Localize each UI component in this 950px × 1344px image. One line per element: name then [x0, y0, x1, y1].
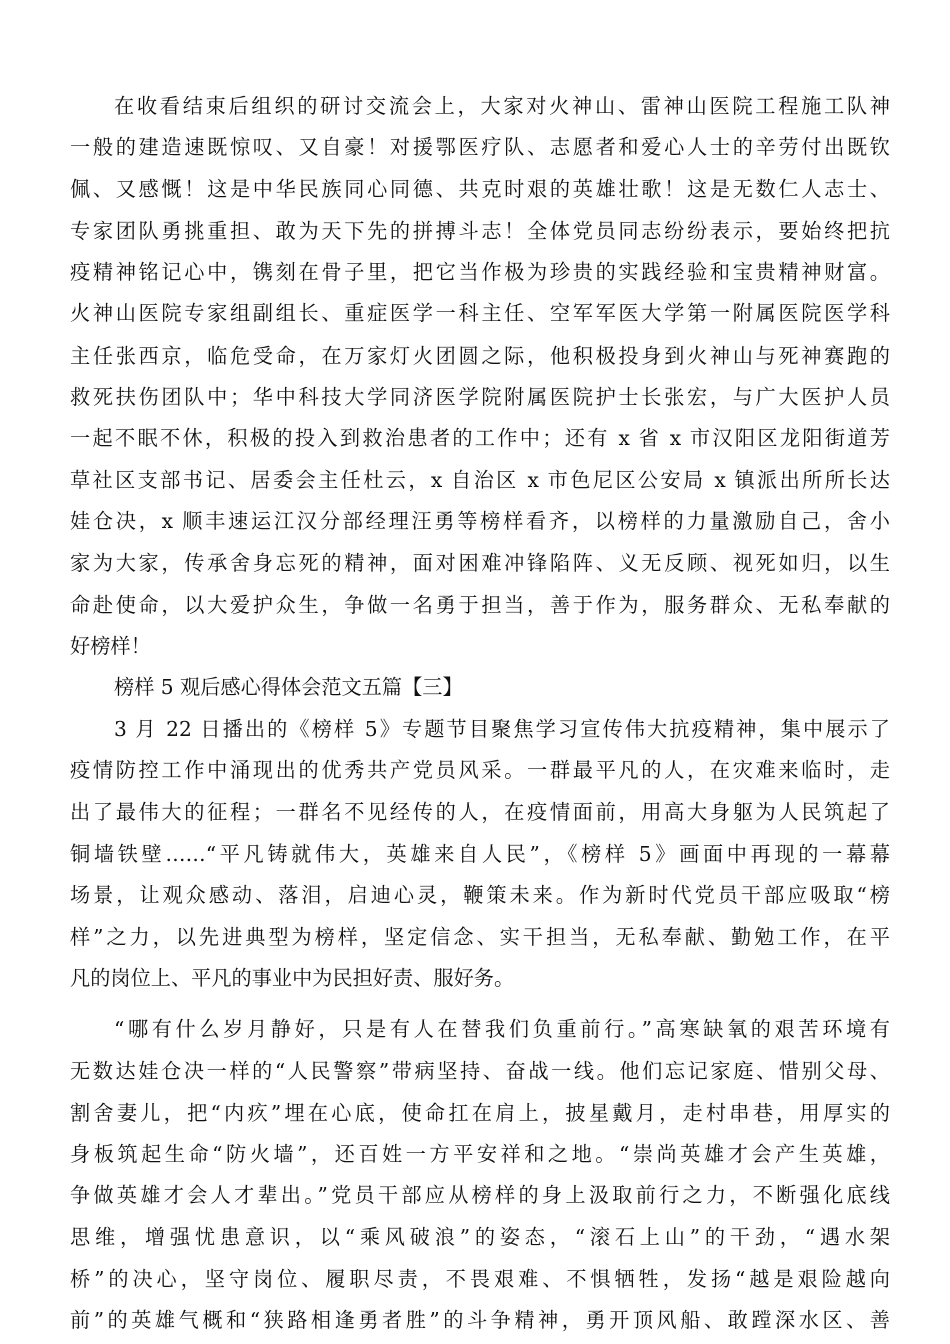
- paragraph-line: 场景，让观众感动、落泪，启迪心灵，鞭策未来。作为新时代党员干部应吸取“榜: [70, 883, 890, 907]
- paragraph-line: 争做英雄才会人才辈出。”党员干部应从榜样的身上汲取前行之力，不断强化底线: [70, 1183, 890, 1207]
- paragraph-line: 铜墙铁壁……“平凡铸就伟大，英雄来自人民”，《榜样 5》画面中再现的一幕幕: [70, 842, 890, 866]
- paragraph-line: 前”的英雄气概和“狭路相逢勇者胜”的斗争精神，勇开顶风船、敢蹚深水区、善: [70, 1308, 890, 1332]
- paragraph-line: 无数达娃仓决一样的“人民警察”带病坚持、奋战一线。他们忘记家庭、惜别父母、: [70, 1059, 890, 1083]
- paragraph-line: 桥”的决心，坚守岗位、履职尽责，不畏艰难、不惧牺牲，发扬“越是艰险越向: [70, 1267, 890, 1291]
- paragraph-line: “哪有什么岁月静好，只是有人在替我们负重前行。”高寒缺氧的艰苦环境有: [114, 1017, 890, 1041]
- paragraph-line: 娃仓决，x 顺丰速运江汉分部经理汪勇等榜样看齐，以榜样的力量激励自己，舍小: [70, 509, 890, 533]
- paragraph-line: 主任张西京，临危受命，在万家灯火团圆之际，他积极投身到火神山与死神赛跑的: [70, 344, 890, 368]
- paragraph-line: 3 月 22 日播出的《榜样 5》专题节目聚焦学习宣传伟大抗疫精神，集中展示了: [114, 717, 890, 741]
- paragraph-line: 一般的建造速既惊叹、又自豪！对援鄂医疗队、志愿者和爱心人士的辛劳付出既钦: [70, 135, 890, 159]
- paragraph-line: 一起不眠不休，积极的投入到救治患者的工作中；还有 x 省 x 市汉阳区龙阳街道芳: [70, 426, 890, 450]
- paragraph-line: 思维，增强忧患意识，以“乘风破浪”的姿态，“滚石上山”的干劲，“遇水架: [70, 1225, 890, 1249]
- paragraph-line: 割舍妻儿，把“内疚”埋在心底，使命扛在肩上，披星戴月，走村串巷，用厚实的: [70, 1101, 890, 1125]
- paragraph-line: 命赴使命，以大爱护众生，争做一名勇于担当，善于作为，服务群众、无私奉献的: [70, 593, 890, 617]
- paragraph-line: 专家团队勇挑重担、敢为天下先的拼搏斗志！全体党员同志纷纷表示，要始终把抗: [70, 219, 890, 243]
- paragraph-line: 疫情防控工作中涌现出的优秀共产党员风采。一群最平凡的人，在灾难来临时，走: [70, 758, 890, 782]
- paragraph-line: 样”之力，以先进典型为榜样，坚定信念、实干担当，无私奉献、勤勉工作，在平: [70, 925, 890, 949]
- paragraph-line: 草社区支部书记、居委会主任杜云，x 自治区 x 市色尼区公安局 x 镇派出所所长达: [70, 468, 890, 492]
- paragraph-line: 救死扶伤团队中；华中科技大学同济医学院附属医院护士长张宏，与广大医护人员: [70, 385, 890, 409]
- paragraph-line: 火神山医院专家组副组长、重症医学一科主任、空军军医大学第一附属医院医学科: [70, 301, 890, 325]
- section-heading: 榜样 5 观后感心得体会范文五篇【三】: [114, 675, 463, 699]
- paragraph-line: 身板筑起生命“防火墙”，还百姓一方平安祥和之地。“崇尚英雄才会产生英雄，: [70, 1142, 890, 1166]
- paragraph-line: 在收看结束后组织的研讨交流会上，大家对火神山、雷神山医院工程施工队神: [114, 94, 890, 118]
- paragraph-line: 家为大家，传承舍身忘死的精神，面对困难冲锋陷阵、义无反顾、视死如归，以生: [70, 551, 890, 575]
- paragraph-line: 佩、又感慨！这是中华民族同心同德、共克时艰的英雄壮歌！这是无数仁人志士、: [70, 177, 890, 201]
- paragraph-line: 出了最伟大的征程；一群名不见经传的人，在疫情面前，用高大身躯为人民筑起了: [70, 800, 890, 824]
- paragraph-line-last: 凡的岗位上、平凡的事业中为民担好责、服好务。: [70, 966, 515, 990]
- paragraph-line: 疫精神铭记心中，镌刻在骨子里，把它当作极为珍贵的实践经验和宝贵精神财富。: [70, 260, 890, 284]
- paragraph-line-last: 好榜样！: [70, 634, 151, 658]
